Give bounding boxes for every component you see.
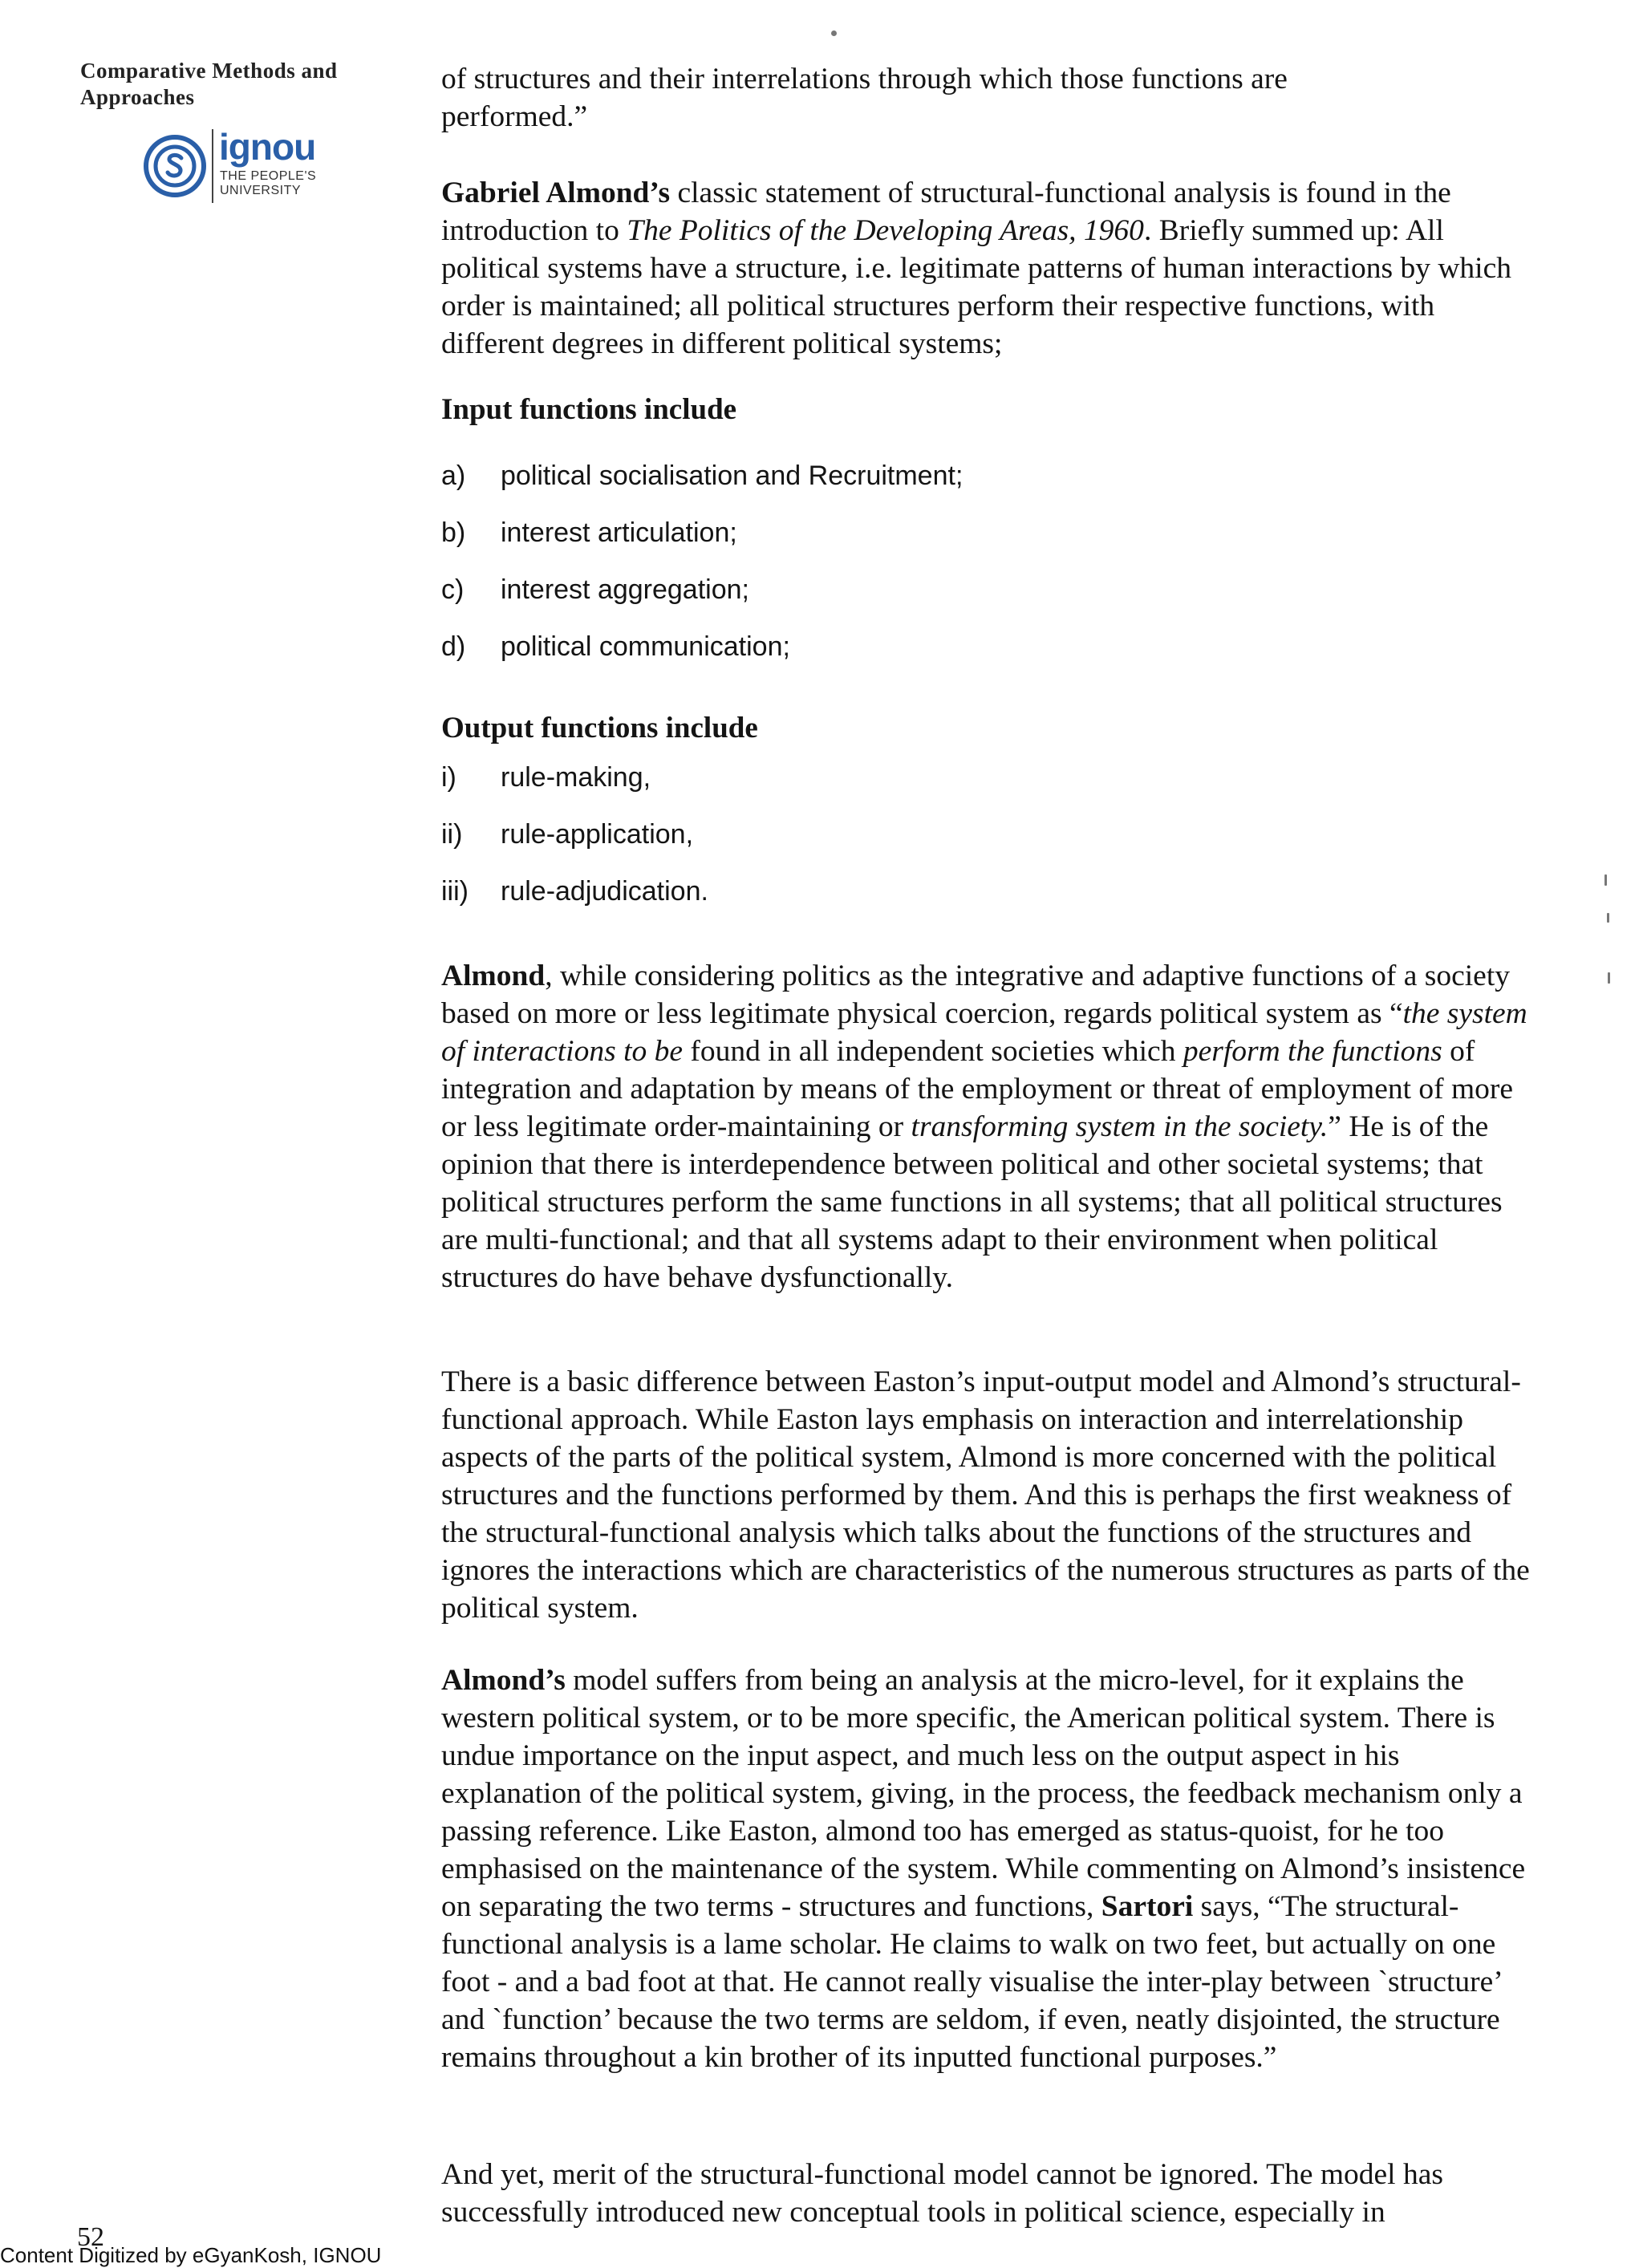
list-item-text: rule-adjudication. bbox=[501, 876, 708, 907]
running-head bbox=[80, 58, 385, 111]
continued-quote-line-2: performed.” bbox=[441, 100, 588, 133]
scan-speck bbox=[1604, 874, 1607, 886]
digitization-footer: Content Digitized by eGyanKosh, IGNOU bbox=[0, 2243, 382, 2267]
paragraph-text: , while considering politics as the integrative and adaptive functions of a society based on more or less legitimate physical coercion, regards political system as “ bbox=[441, 960, 1510, 1030]
book-title: The Politics of the Developing Areas, 1960 bbox=[627, 214, 1144, 247]
list-item bbox=[441, 875, 708, 907]
sartori-name: Sartori bbox=[1101, 1890, 1194, 1923]
logo-divider bbox=[212, 129, 213, 203]
almonds-name: Almond’s bbox=[441, 1664, 566, 1697]
list-item bbox=[441, 574, 749, 606]
continued-quote-line-1: of structures and their interrelations through which those functions are bbox=[441, 63, 1288, 95]
list-item bbox=[441, 818, 693, 850]
logo-tagline-line-1: THE PEOPLE'S bbox=[220, 169, 317, 183]
paragraph-text: ” He is of the opinion that there is interdependence between political and other societal systems; that political structures perform the same functions in all systems; that all political structures are multi-functional; and that all systems adapt to their environment when political structures do have behave dysfunctionally. bbox=[441, 1110, 1503, 1294]
logo-tagline bbox=[220, 169, 316, 198]
list-marker: c) bbox=[441, 574, 465, 605]
paragraph-text: model suffers from being an analysis at the micro-level, for it explains the western political system, or to be more specific, the American political system. There is undue importance on the input aspect, and much less on the output aspect in his explanation of the political system, giving, in the process, the feedback mechanism only a passing reference. Like Easton, almond too has emerged as status-quoist, for he too emphasised on the maintenance of the system. While commenting on Almond’s insistence on separating the two terms - structures and functions, bbox=[441, 1664, 1526, 1923]
list-item-text: political communication; bbox=[501, 631, 790, 662]
output-functions-heading: Output functions include bbox=[441, 712, 758, 745]
italic-phrase: perform the functions bbox=[1183, 1035, 1442, 1068]
list-marker: i) bbox=[441, 762, 456, 793]
paragraph-text: says, “The structural-functional analysis is a lame scholar. He claims to walk on two feet, but actually on one foot - and a bad foot at that. He cannot really visualise the inter-play between `structure’ and `function’ because the two terms are seldom, if even, neatly disjointed, the structure remains throughout a kin brother of its inputted functional purposes.” bbox=[441, 1890, 1501, 2074]
paragraph-text: of integration and adaptation by means of the employment or threat of employment of more or less legitimate order-maintaining or bbox=[441, 1035, 1514, 1143]
list-item bbox=[441, 517, 737, 549]
list-item-text: interest articulation; bbox=[501, 517, 737, 548]
list-marker: ii) bbox=[441, 819, 463, 850]
merit-paragraph: And yet, merit of the structural-functional model cannot be ignored. The model has successfully introduced new conceptual tools in political science, especially in bbox=[441, 2158, 1443, 2229]
input-functions-heading: Input functions include bbox=[441, 393, 737, 426]
scan-speck bbox=[1607, 913, 1609, 923]
logo-wordmark: ignou bbox=[219, 126, 316, 168]
list-marker: b) bbox=[441, 517, 466, 548]
scan-speck bbox=[831, 30, 837, 36]
easton-almond-difference-paragraph: There is a basic difference between Easton’s input-output model and Almond’s structural-functional approach. While Easton lays emphasis on interaction and interrelationship aspects of the parts of the political system, Almond is more concerned with the political structures and the functions performed by them. And this is perhaps the first weakness of the structural-functional analysis which talks about the functions of the structures and ignores the interactions which are characteristics of the numerous structures as parts of the political system. bbox=[441, 1365, 1530, 1625]
list-marker: a) bbox=[441, 460, 466, 491]
list-item bbox=[441, 631, 790, 663]
paragraph-text: . Briefly summed up: All political systems have a structure, i.e. legitimate patterns of human interactions by which order is maintained; all political structures perform their respective functions, with different degrees in different political systems; bbox=[441, 214, 1511, 360]
almond-political-system-paragraph bbox=[441, 957, 1544, 1296]
list-marker: iii) bbox=[441, 876, 469, 907]
list-item-text: interest aggregation; bbox=[501, 574, 749, 605]
list-item-text: rule-application, bbox=[501, 819, 694, 850]
almond-classic-statement-paragraph bbox=[441, 174, 1544, 363]
continued-quote bbox=[441, 60, 1544, 136]
running-head-line-2: Approaches bbox=[80, 85, 195, 109]
list-item bbox=[441, 761, 651, 793]
ignou-emblem-icon bbox=[143, 134, 207, 198]
almond-name: Almond bbox=[441, 960, 546, 992]
running-head-line-1: Comparative Methods and bbox=[80, 59, 338, 83]
logo-tagline-line-2: UNIVERSITY bbox=[220, 184, 302, 197]
micro-level-critique-paragraph bbox=[441, 1661, 1544, 2076]
list-item bbox=[441, 460, 963, 492]
scan-speck bbox=[1608, 972, 1610, 984]
paragraph-text: found in all independent societies which bbox=[683, 1035, 1183, 1068]
gabriel-almond-name: Gabriel Almond’s bbox=[441, 176, 671, 209]
italic-phrase: the system of interactions to be bbox=[441, 997, 1527, 1068]
page-number: 52 bbox=[77, 2222, 104, 2252]
paragraph-text: classic statement of structural-functional analysis is found in the introduction to bbox=[441, 176, 1451, 247]
list-item-text: political socialisation and Recruitment; bbox=[501, 460, 963, 491]
ignou-logo bbox=[143, 124, 383, 213]
italic-phrase: transforming system in the society. bbox=[911, 1110, 1329, 1143]
list-item-text: rule-making, bbox=[501, 762, 651, 793]
list-marker: d) bbox=[441, 631, 466, 662]
